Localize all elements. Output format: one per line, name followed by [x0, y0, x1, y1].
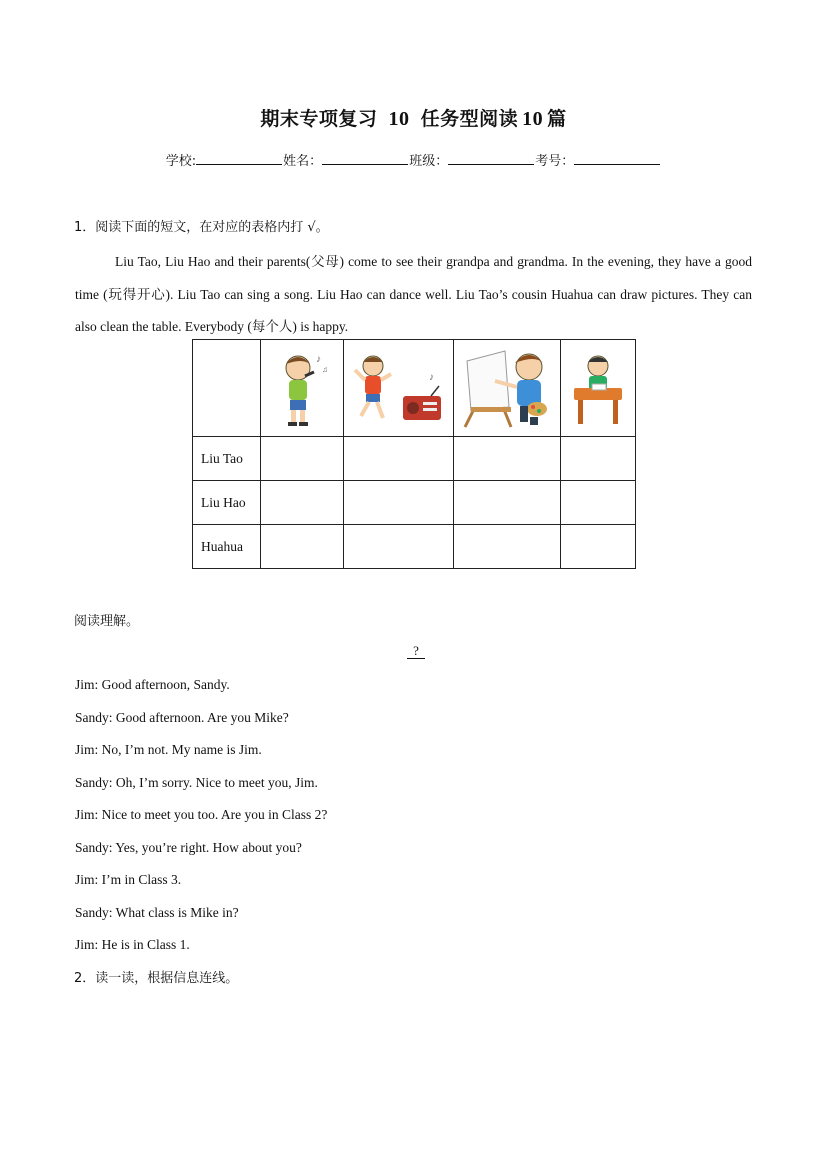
question-1-passage — [75, 246, 752, 344]
boy-dancing-radio-icon — [351, 348, 447, 428]
class-blank[interactable] — [448, 152, 534, 165]
exam-number-label: 考号： — [535, 154, 575, 169]
dialogue-line: Sandy: Good afternoon. Are you Mike? — [75, 709, 289, 725]
dialogue-line: Jim: Nice to meet you too. Are you in Class 2? — [75, 807, 328, 822]
answer-cell[interactable] — [344, 525, 454, 569]
svg-text:♫: ♫ — [322, 365, 328, 374]
answer-cell[interactable] — [561, 525, 636, 569]
title-part-b: 任务型阅读 — [420, 108, 519, 130]
class-label: 班级： — [409, 154, 449, 169]
table-row — [193, 437, 636, 481]
answer-cell[interactable] — [261, 525, 344, 569]
reading-title-blank[interactable]: ? — [407, 644, 425, 659]
title-count: 10 — [522, 108, 544, 130]
row-label: Liu Hao — [193, 481, 261, 525]
page-title — [0, 104, 827, 131]
boy-singing-icon — [272, 348, 332, 428]
column-header-draw — [454, 340, 561, 437]
boy-at-desk-icon — [568, 348, 628, 428]
answer-cell[interactable] — [344, 437, 454, 481]
reading-heading: 阅读理解。 — [74, 614, 140, 629]
table-corner-cell — [193, 340, 261, 437]
answer-cell[interactable] — [261, 437, 344, 481]
row-label: Huahua — [193, 525, 261, 569]
question-2-prompt: 2．读一读，根据信息连线。 — [74, 971, 239, 986]
row-label: Liu Tao — [193, 437, 261, 481]
dialogue-line: Jim: He is in Class 1. — [75, 937, 190, 952]
dialogue-line: Jim: I’m in Class 3. — [75, 872, 182, 887]
column-header-clean — [561, 340, 636, 437]
answer-cell[interactable] — [561, 437, 636, 481]
exam-number-blank[interactable] — [574, 152, 660, 165]
name-label: 姓名： — [283, 154, 323, 169]
answer-cell[interactable] — [454, 481, 561, 525]
dialogue-line: Sandy: Oh, I’m sorry. Nice to meet you, Jim. — [75, 774, 318, 790]
passage-text: Liu Tao, Liu Hao and their parents(父母) come to see their grandpa and grandma. In the evening, they have a good time (玩得开心). Liu Tao can sing a song. Liu Hao can dance well. Liu Tao’s cousin Huahua can draw pictures. They can also clean the table. Everybody (每个人) is happy. — [75, 254, 752, 334]
answer-cell[interactable] — [454, 525, 561, 569]
answer-cell[interactable] — [454, 437, 561, 481]
table-row — [193, 525, 636, 569]
answer-table — [192, 339, 636, 569]
title-part-d: 篇 — [547, 108, 567, 130]
school-blank[interactable] — [196, 152, 282, 165]
school-label: 学校: — [165, 154, 197, 169]
dialogue-line: Sandy: Yes, you’re right. How about you? — [75, 839, 302, 855]
name-blank[interactable] — [322, 152, 408, 165]
answer-cell[interactable] — [261, 481, 344, 525]
answer-cell[interactable] — [344, 481, 454, 525]
boy-drawing-easel-icon — [459, 347, 555, 429]
dialogue — [75, 673, 327, 966]
title-part-a: 期末专项复习 — [260, 108, 378, 130]
question-1-prompt: 1．阅读下面的短文，在对应的表格内打 √。 — [74, 220, 329, 235]
answer-cell[interactable] — [561, 481, 636, 525]
dialogue-line: Sandy: What class is Mike in? — [75, 904, 239, 920]
dialogue-line: Jim: Good afternoon, Sandy. — [75, 677, 230, 692]
svg-text:♪: ♪ — [316, 354, 321, 365]
dialogue-line: Jim: No, I’m not. My name is Jim. — [75, 742, 262, 757]
title-number: 10 — [388, 108, 410, 130]
column-header-dance — [344, 340, 454, 437]
svg-text:♪: ♪ — [428, 372, 434, 383]
column-header-sing — [261, 340, 344, 437]
student-info-line — [0, 150, 827, 169]
table-row — [193, 481, 636, 525]
